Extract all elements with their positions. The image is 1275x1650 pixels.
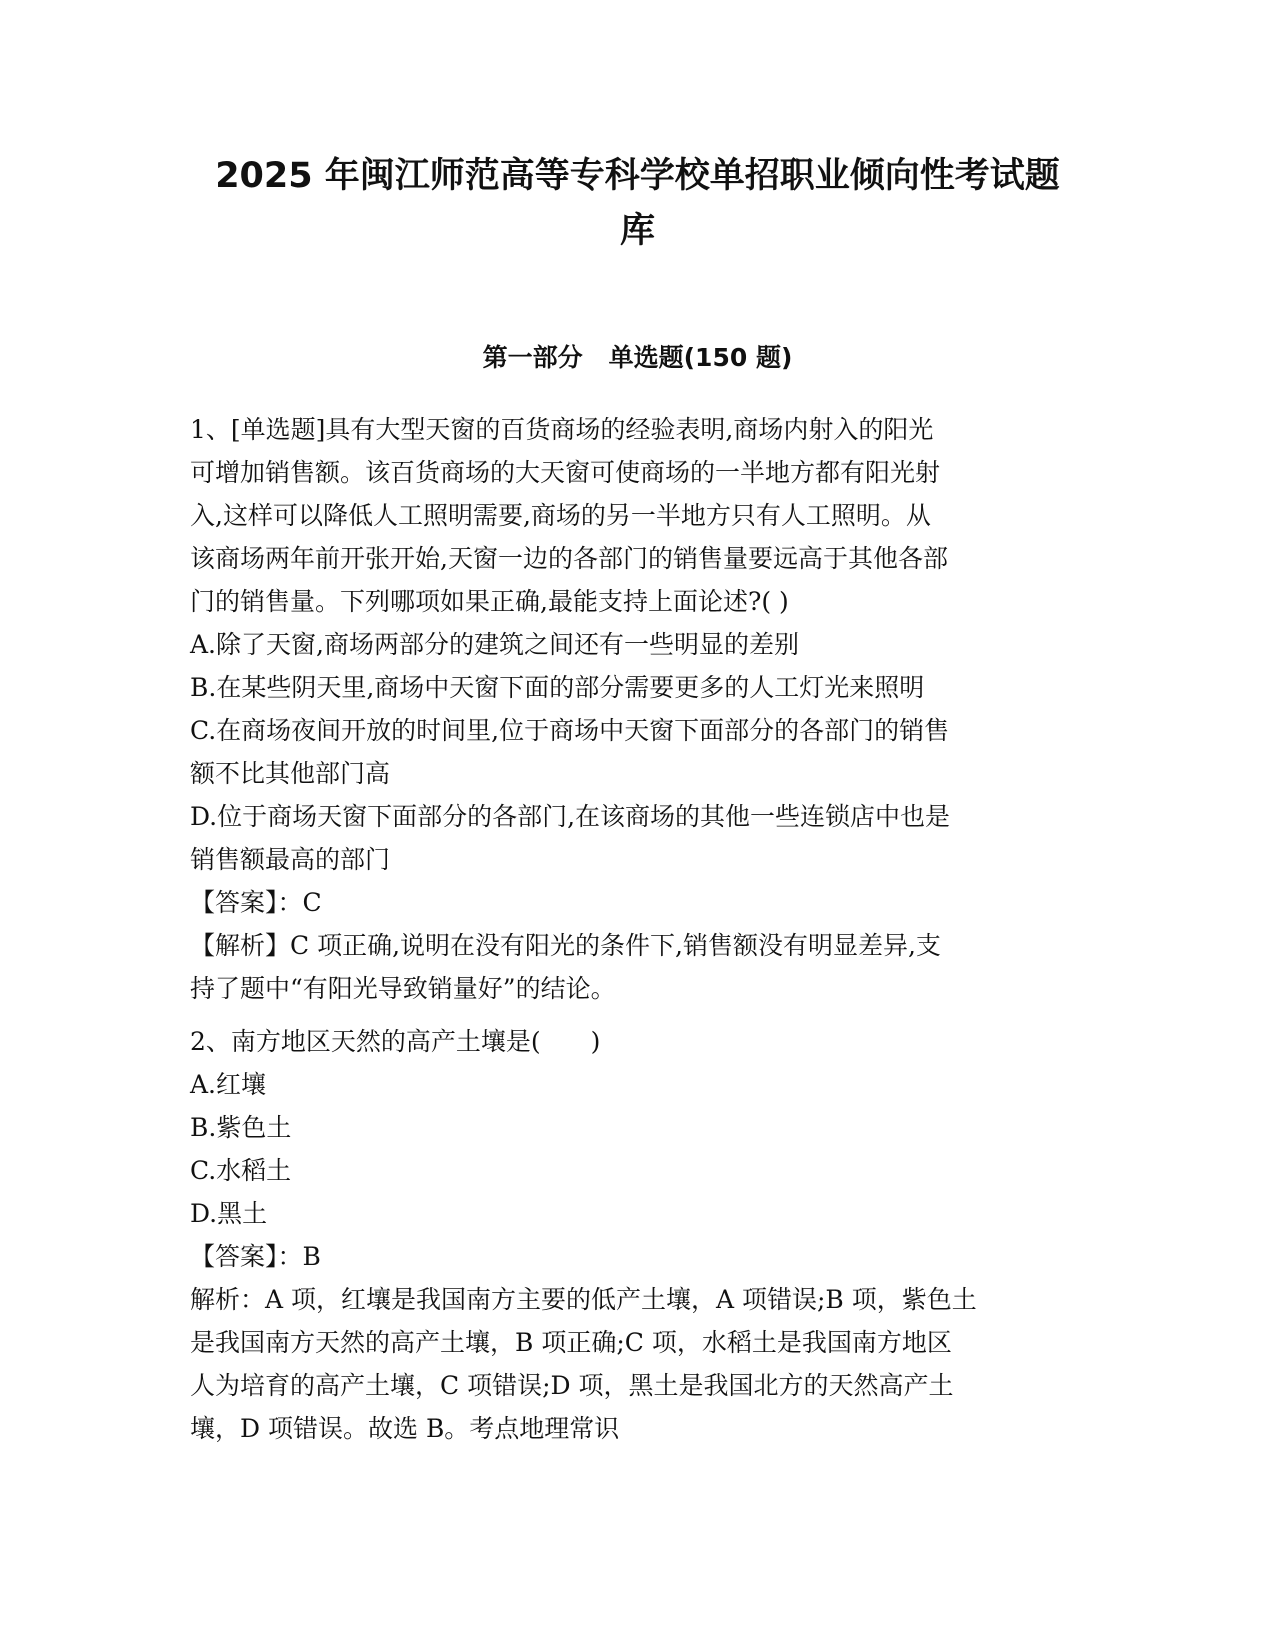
questions-content [190,408,1090,1450]
question-1-answer: 【答案】：C [190,888,322,917]
question-separator [190,1010,1090,1020]
question-1-option-a: A.除了天窗,商场两部分的建筑之间还有一些明显的差别 [190,630,799,659]
question-2-analysis-line-4: 壤，D 项错误。故选 B。考点地理常识 [190,1414,620,1443]
question-1 [190,408,1090,1010]
question-2-answer: 【答案】：B [190,1242,321,1271]
question-2-option-a: A.红壤 [190,1070,267,1099]
question-1-option-d-line-2: 销售额最高的部门 [190,845,391,874]
question-2-option-b: B.紫色土 [190,1113,292,1142]
question-2-option-c: C.水稻土 [190,1156,292,1185]
question-2-analysis-line-3: 人为培育的高产土壤，C 项错误;D 项，黑土是我国北方的天然高产土 [190,1371,954,1400]
question-2 [190,1020,1090,1450]
section-heading [150,338,1125,378]
question-1-stem-line-4: 该商场两年前开张开始,天窗一边的各部门的销售量要远高于其他各部 [190,544,948,573]
question-1-stem-line-2: 可增加销售额。该百货商场的大天窗可使商场的一半地方都有阳光射 [190,458,941,487]
question-1-option-d-line-1: D.位于商场天窗下面部分的各部门,在该商场的其他一些连锁店中也是 [190,802,951,831]
question-2-analysis-line-1: 解析：A 项，红壤是我国南方主要的低产土壤，A 项错误;B 项，紫色土 [190,1285,977,1314]
question-1-option-c-line-1: C.在商场夜间开放的时间里,位于商场中天窗下面部分的各部门的销售 [190,716,950,745]
document-title-line-2: 库 [619,211,655,251]
question-2-option-d: D.黑土 [190,1199,268,1228]
question-1-stem-line-3: 入,这样可以降低人工照明需要,商场的另一半地方只有人工照明。从 [190,501,931,530]
section-name-label: 单选题(150 题) [608,343,793,372]
question-1-option-c-line-2: 额不比其他部门高 [190,759,391,788]
section-part-label: 第一部分 [482,343,583,372]
question-1-analysis-line-1: 【解析】C 项正确,说明在没有阳光的条件下,销售额没有明显差异,支 [190,931,941,960]
question-2-analysis-line-2: 是我国南方天然的高产土壤，B 项正确;C 项，水稻土是我国南方地区 [190,1328,952,1357]
question-2-stem-line-1: 2、南方地区天然的高产土壤是( ) [190,1027,601,1056]
question-1-stem-line-1: 1、[单选题]具有大型天窗的百货商场的经验表明,商场内射入的阳光 [190,415,934,444]
question-1-stem-line-5: 门的销售量。下列哪项如果正确,最能支持上面论述?( ) [190,587,789,616]
question-1-option-b: B.在某些阴天里,商场中天窗下面的部分需要更多的人工灯光来照明 [190,673,925,702]
document-title-line-1: 2025 年闽江师范高等专科学校单招职业倾向性考试题 [215,156,1060,196]
question-1-analysis-line-2: 持了题中“有阳光导致销量好”的结论。 [190,974,616,1003]
